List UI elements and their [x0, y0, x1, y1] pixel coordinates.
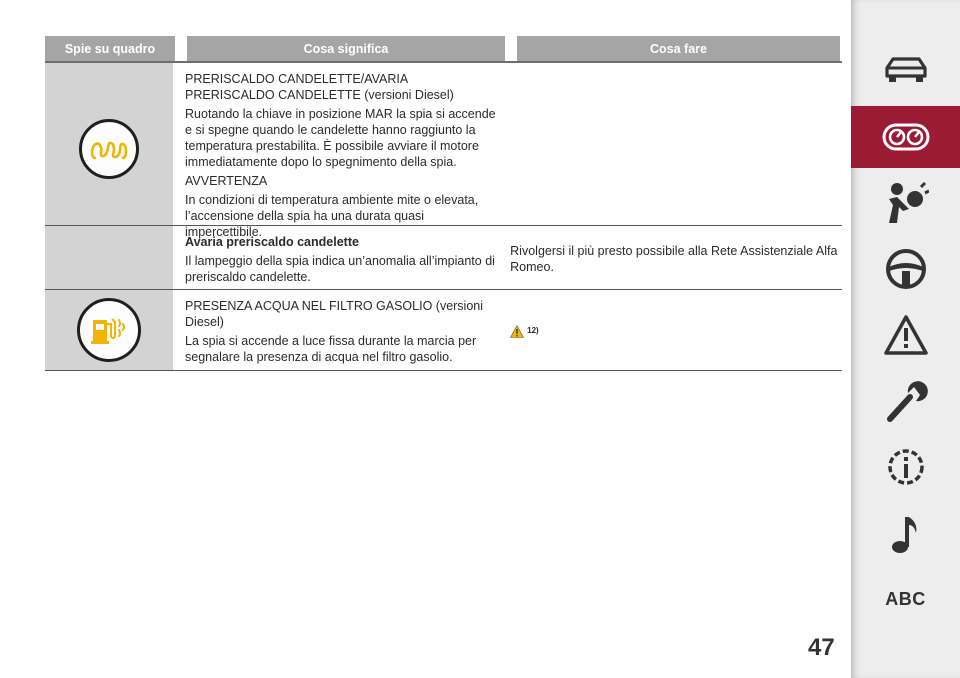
- header-gap: [175, 36, 187, 61]
- instrument-lights-table: [45, 36, 842, 371]
- warning-triangle-icon: [883, 314, 929, 356]
- icon-cell: [45, 226, 173, 289]
- fault-title: Avaria preriscaldo candelette: [185, 235, 359, 249]
- header-action: Cosa fare: [517, 36, 840, 61]
- table-row: [45, 63, 842, 239]
- table-row: [45, 226, 842, 290]
- meaning-cell: [185, 226, 498, 289]
- music-note-icon: [888, 513, 924, 557]
- table-row: [45, 290, 842, 371]
- icon-cell: [45, 63, 173, 225]
- header-meaning: Cosa significa: [187, 36, 505, 61]
- sidebar-item-driving[interactable]: [851, 238, 960, 300]
- chapter-sidebar: [851, 0, 960, 678]
- steering-wheel-icon: [884, 247, 928, 291]
- warning-triangle-icon: [510, 325, 524, 338]
- page-number: 47: [808, 634, 835, 661]
- header-lights: Spie su quadro: [45, 36, 175, 61]
- warning-text: In condizioni di temperatura ambiente mite o elevata, l’accensione della spia ha una durata quasi impercettibile.: [185, 193, 479, 239]
- warning-heading: AVVERTENZA: [185, 174, 268, 188]
- header-gap: [505, 36, 517, 61]
- sidebar-item-maintenance[interactable]: [851, 370, 960, 432]
- car-icon: [883, 54, 929, 84]
- sidebar-item-car[interactable]: [851, 38, 960, 100]
- action-cell: [498, 63, 842, 225]
- sidebar-item-safety[interactable]: [851, 172, 960, 234]
- light-title: PRERISCALDO CANDELETTE/AVARIA PRERISCALDO CANDELETTE (versioni Diesel): [185, 72, 454, 102]
- table-header: [45, 36, 842, 63]
- fault-description: Il lampeggio della spia indica un’anomalia all’impianto di preriscaldo candelette.: [185, 254, 495, 284]
- meaning-cell: [185, 290, 498, 370]
- light-description: Ruotando la chiave in posizione MAR la spia si accende e si spegne quando le candelette hanno raggiunto la temperatura prestabilita. È possibile avviare il motore immediatamente dopo lo spegnimento della spia.: [185, 107, 496, 169]
- wrench-icon: [884, 379, 928, 423]
- sidebar-item-technical-data[interactable]: [851, 436, 960, 498]
- meaning-cell: [185, 63, 498, 239]
- light-title: PRESENZA ACQUA NEL FILTRO GASOLIO (versioni Diesel): [185, 299, 484, 329]
- water-in-diesel-filter-icon: [77, 298, 141, 362]
- info-gear-icon: [884, 445, 928, 489]
- icon-cell: [45, 290, 173, 370]
- sidebar-item-index[interactable]: [851, 568, 960, 630]
- sidebar-item-emergency[interactable]: [851, 304, 960, 366]
- index-label: ABC: [885, 588, 926, 609]
- warning-reference[interactable]: [510, 323, 539, 339]
- light-description: La spia si accende a luce fissa durante la marcia per segnalare la presenza di acqua nel filtro gasolio.: [185, 334, 477, 364]
- dashboard-icon: [882, 123, 930, 151]
- warning-reference-number: 12): [527, 326, 539, 335]
- glow-plug-warning-icon: [79, 119, 139, 179]
- action-cell: [498, 290, 842, 370]
- sidebar-item-dashboard[interactable]: [851, 106, 960, 168]
- sidebar-item-multimedia[interactable]: [851, 504, 960, 566]
- action-cell: Rivolgersi il più presto possibile alla Rete Assistenziale Alfa Romeo.: [510, 243, 838, 274]
- airbag-icon: [883, 181, 929, 225]
